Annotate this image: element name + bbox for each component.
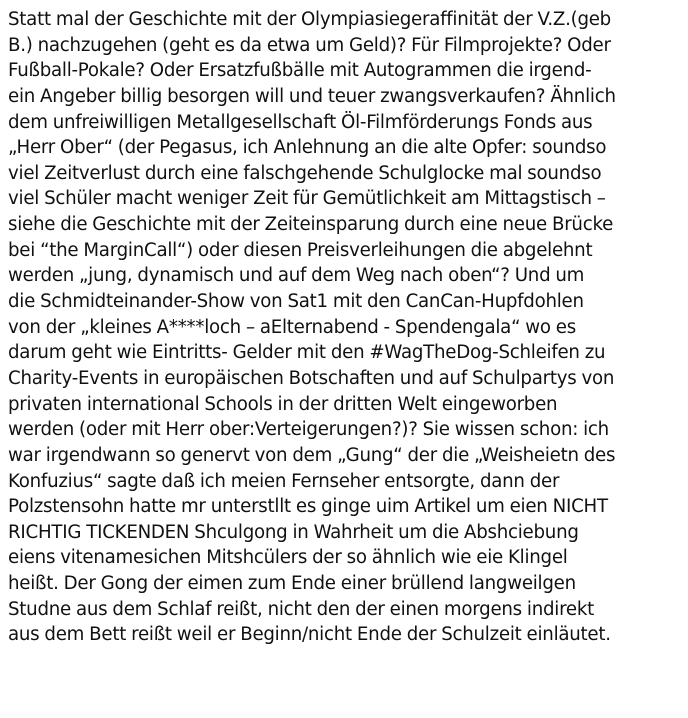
text-line: dem unfreiwilligen Metallgesellschaft Öl-Filmförderungs Fonds aus (8, 111, 593, 133)
text-line: heißt. Der Gong der eimen zum Ende einer brüllend langweilgen (8, 573, 576, 595)
text-line: Konfuzius“ sagte daß ich meien Fernseher entsorgte, dann der (8, 470, 560, 492)
text-line: war irgendwann so genervt von dem „Gung“ der die „Weisheietn des (8, 444, 616, 466)
text-line: ein Angeber billig besorgen will und teuer zwangsverkaufen? Ähnlich (8, 85, 616, 107)
text-line: Fußball-Pokale? Oder Ersatzfußbälle mit Autogrammen die irgend- (8, 60, 592, 82)
text-line: viel Schüler macht weniger Zeit für Gemütlichkeit am Mittagstisch – (8, 188, 606, 210)
text-line: die Schmidteinander-Show von Sat1 mit den CanCan-Hupfdohlen (8, 291, 584, 313)
text-line: aus dem Bett reißt weil er Beginn/nicht Ende der Schulzeit einläutet. (8, 624, 611, 646)
text-line: Charity-Events in europäischen Botschaften und auf Schulpartys von (8, 367, 615, 389)
text-line: Statt mal der Geschichte mit der Olympiasiegeraffinität der V.Z.(geb (8, 9, 611, 30)
text-line: Polzstensohn hatte mr unterstllt es ginge uim Artikel um eien NICHT (8, 496, 608, 518)
text-line: von der „kleines A****loch – aElternabend - Spendengala“ wo es (8, 316, 576, 338)
text-line: siehe die Geschichte mit der Zeiteinsparung durch eine neue Brücke (8, 214, 614, 236)
text-line: werden (oder mit Herr ober:Verteigerungen?)? Sie wissen schon: ich (8, 419, 609, 441)
text-line: RICHTIG TICKENDEN Shculgong in Wahrheit um die Abshciebung (8, 521, 579, 543)
text-line: viel Zeitverlust durch eine falschgehende Schulglocke mal soundso (8, 162, 602, 184)
text-line: „Herr Ober“ (der Pegasus, ich Anlehnung an die alte Opfer: soundso (8, 137, 607, 159)
text-line: bei “the MarginCall“) oder diesen Preisverleihungen die abgelehnt (8, 239, 593, 261)
document-body (8, 7, 684, 648)
text-line: B.) nachzugehen (geht es da etwa um Geld)? Für Filmprojekte? Oder (8, 34, 611, 56)
text-line: eiens vitenamesichen Mitshcülers der so ähnlich wie eie Klingel (8, 547, 568, 569)
text-line: darum geht wie Eintritts- Gelder mit den #WagTheDog-Schleifen zu (8, 342, 606, 364)
text-line: Studne aus dem Schlaf reißt, nicht den der einen morgens indirekt (8, 598, 595, 620)
text-line: werden „jung, dynamisch und auf dem Weg nach oben“? Und um (8, 265, 585, 287)
text-line: privaten international Schools in der dritten Welt eingeworben (8, 393, 558, 415)
